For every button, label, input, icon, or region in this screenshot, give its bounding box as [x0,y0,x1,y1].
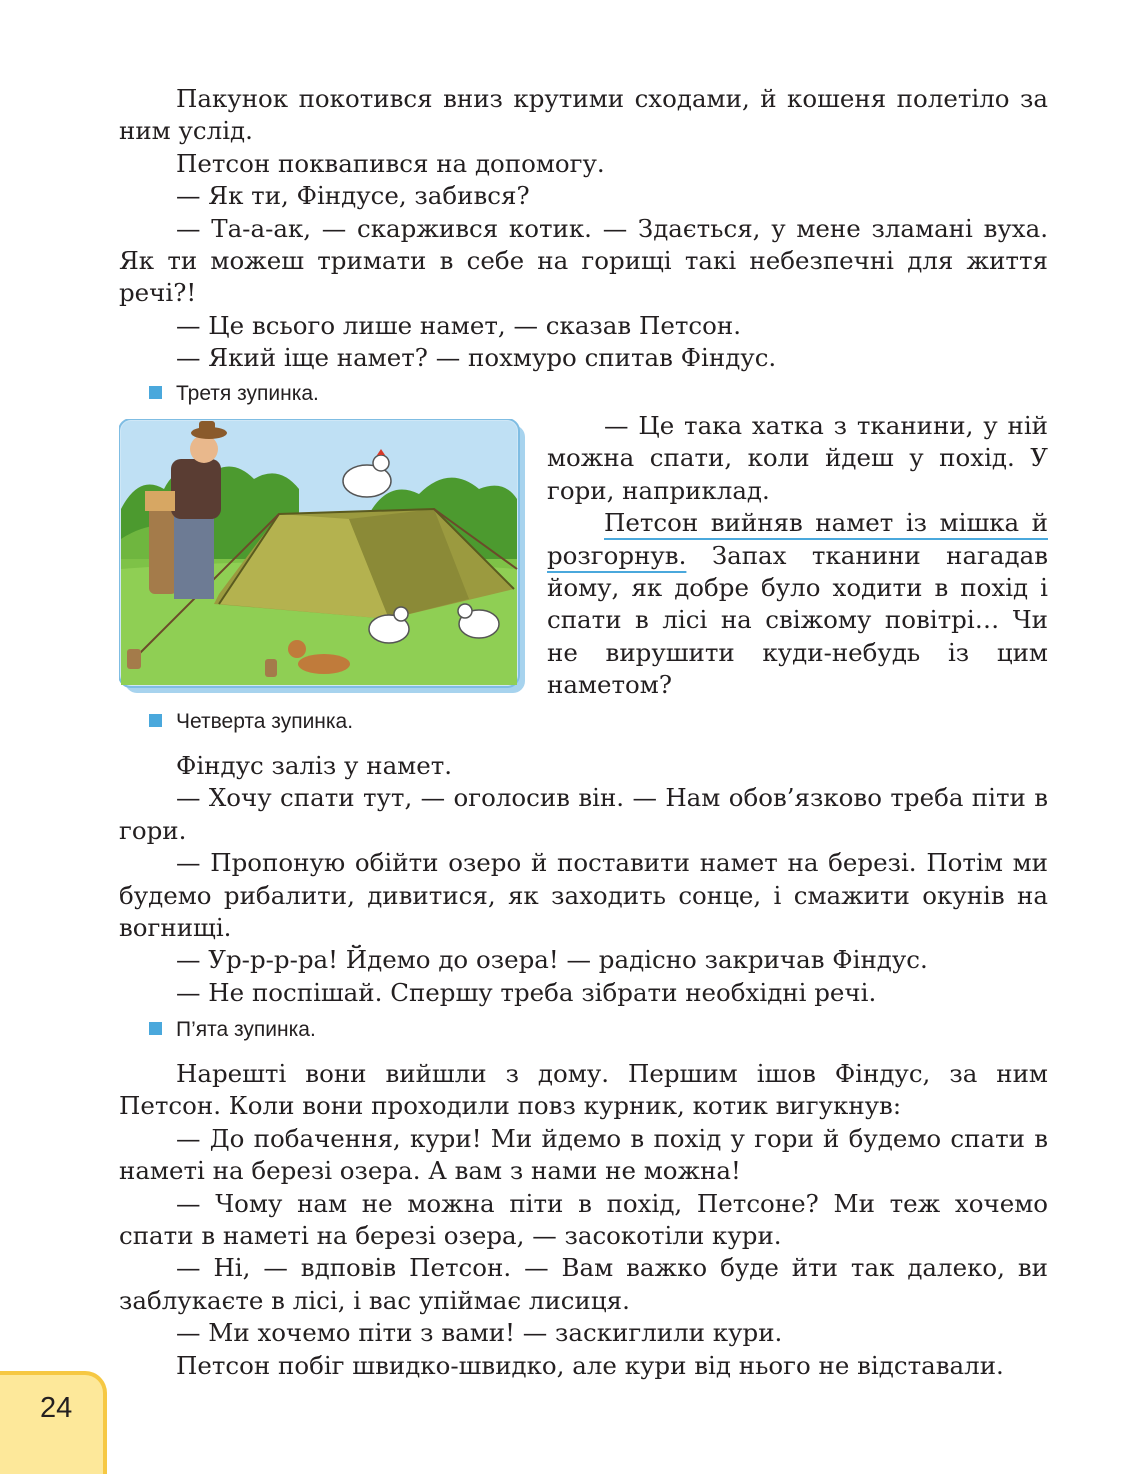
paragraph: Пакунок покотився вниз крутими сходами, й кошеня полетіло за ним услід. [119,84,1048,146]
paragraph: Нарешті вони вийшли з дому. Першим ішов Фіндус, за ним Петсон. Коли вони проходили повз курник, котик вигукнув: [119,1059,1048,1121]
paragraph: — Чому нам не можна піти в похід, Петсоне? Ми теж хочемо спати в наметі на березі озера, — засокотіли кури. [119,1188,1048,1251]
paragraph: — Ні, — вдповів Петсон. — Вам важко буде йти так далеко, ви заблукаєте в лісі, і вас упіймає лисиця. [119,1253,1048,1315]
text-section-2 [119,750,1048,1009]
page-number: 24 [40,1392,73,1424]
bullet-square-icon [149,714,162,727]
paragraph: — Пропоную обійти озеро й поставити намет на березі. Потім ми будемо рибалити, дивитися, як заходить сонце, і смажити окунів на вогнищі. [119,848,1048,943]
bullet-square-icon [149,386,162,399]
paragraph: — Ми хочемо піти з вами! — заскиглили кури. [176,1318,783,1348]
paragraph: Петсон поквапився на допомогу. [176,148,605,178]
stop-heading-fourth: Четверта зупинка. [149,710,353,734]
text-section-3 [119,1058,1048,1382]
tent-illustration [119,419,525,693]
paragraph: Петсон вийняв намет із мішка й розгорнув. Запах тканини нагадав йому, як добре було ходити в похід і спати в лісі на свіжому повітрі… Чи не вирушити куди-небудь із цим наметом? [547,508,1048,700]
paragraph: — До побачення, кури! Ми йдемо в похід у гори й будемо спати в наметі на березі озера. А вам з нами не можна! [119,1123,1048,1186]
paragraph: — Це всього лише намет, — сказав Петсон. [176,310,741,340]
paragraph: — Хочу спати тут, — оголосив він. — Нам обов’язково треба піти в гори. [119,783,1048,845]
bullet-square-icon [149,1022,162,1035]
paragraph: — Ур-р-р-ра! Йдемо до озера! — радісно закричав Фіндус. [176,945,928,975]
paragraph: — Не поспішай. Спершу треба зібрати необхідні речі. [176,977,877,1007]
paragraph: Фіндус заліз у намет. [176,751,453,780]
text-right-column [547,410,1048,702]
stop-heading-fifth: П’ята зупинка. [149,1018,316,1042]
paragraph: — Який іще намет? — похмуро спитав Фіндус. [176,343,777,373]
text-section-1 [119,83,1048,375]
paragraph: — Та-а-ак, — скаржився котик. — Здається, у мене зламані вуха. Як ти можеш тримати в себе на горищі такі небезпечні для життя речі?! [119,213,1048,308]
paragraph: Петсон побіг швидко-швидко, але кури від нього не відставали. [176,1350,1004,1380]
paragraph: — Це така хатка з тканини, у ній можна спати, коли йдеш у похід. У гори, наприклад. [547,411,1048,505]
underlined-sentence: Петсон вийняв намет із мішка й розгорнув. [547,508,1048,570]
stop-heading-third: Третя зупинка. [149,382,319,406]
paragraph: — Як ти, Фіндусе, забився? [176,181,530,211]
